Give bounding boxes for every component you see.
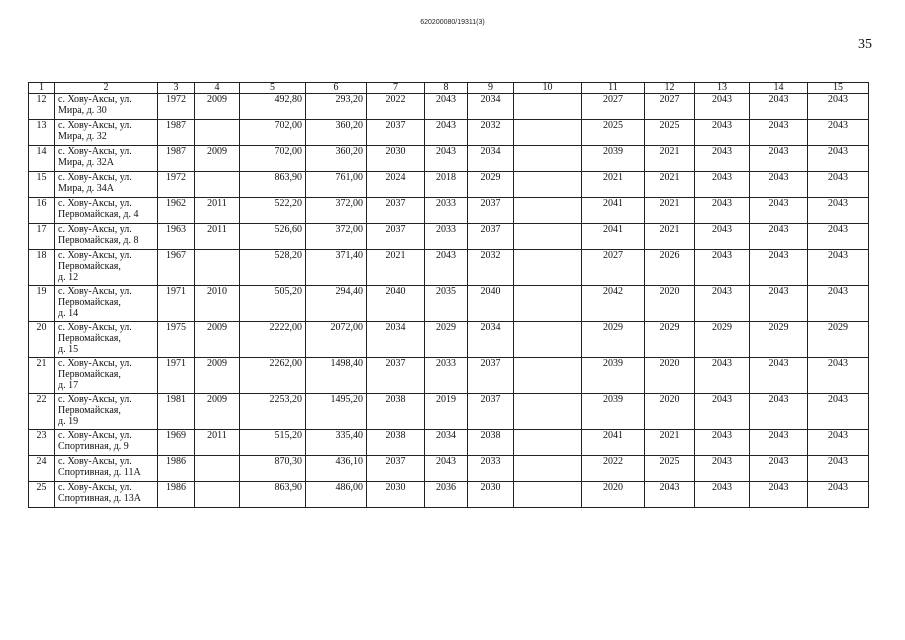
column-header-9: 9 [468, 83, 514, 94]
cell-c4: 2011 [195, 430, 240, 456]
cell-c8: 2029 [425, 322, 468, 358]
address-line: с. Хову-Аксы, ул. [58, 120, 132, 131]
cell-c9: 2034 [468, 94, 514, 120]
cell-c9: 2038 [468, 430, 514, 456]
cell-c4 [195, 120, 240, 146]
address-line: с. Хову-Аксы, ул. [58, 394, 132, 405]
address-cell [55, 172, 158, 198]
cell-c15: 2043 [808, 172, 869, 198]
cell-c12: 2020 [645, 286, 695, 322]
table-row [29, 172, 869, 198]
cell-c13: 2043 [695, 198, 750, 224]
address-line: Первомайская, [58, 297, 121, 308]
cell-c3: 1972 [158, 94, 195, 120]
header-row [29, 83, 869, 94]
cell-c5: 515,20 [240, 430, 306, 456]
address-cell [55, 358, 158, 394]
cell-c4: 2011 [195, 198, 240, 224]
cell-c12: 2026 [645, 250, 695, 286]
cell-c13: 2043 [695, 250, 750, 286]
cell-c10 [514, 358, 582, 394]
address-line: Первомайская, [58, 333, 121, 344]
cell-c14: 2043 [750, 250, 808, 286]
row-number: 15 [29, 172, 55, 198]
cell-c9: 2037 [468, 358, 514, 394]
cell-c11: 2029 [582, 322, 645, 358]
cell-c15: 2043 [808, 146, 869, 172]
cell-c8: 2033 [425, 198, 468, 224]
address-line: с. Хову-Аксы, ул. [58, 482, 132, 493]
cell-c14: 2043 [750, 94, 808, 120]
cell-c15: 2043 [808, 120, 869, 146]
cell-c11: 2039 [582, 358, 645, 394]
cell-c6: 335,40 [306, 430, 367, 456]
cell-c12: 2021 [645, 430, 695, 456]
cell-c3: 1981 [158, 394, 195, 430]
cell-c8: 2043 [425, 94, 468, 120]
cell-c5: 528,20 [240, 250, 306, 286]
cell-c3: 1969 [158, 430, 195, 456]
cell-c4 [195, 172, 240, 198]
cell-c12: 2029 [645, 322, 695, 358]
cell-c6: 293,20 [306, 94, 367, 120]
cell-c11: 2027 [582, 94, 645, 120]
row-number: 17 [29, 224, 55, 250]
cell-c9: 2030 [468, 482, 514, 508]
column-header-4: 4 [195, 83, 240, 94]
cell-c13: 2043 [695, 224, 750, 250]
cell-c14: 2043 [750, 224, 808, 250]
cell-c15: 2043 [808, 286, 869, 322]
cell-c12: 2020 [645, 358, 695, 394]
cell-c7: 2037 [367, 224, 425, 250]
cell-c12: 2020 [645, 394, 695, 430]
cell-c14: 2043 [750, 172, 808, 198]
column-header-2: 2 [55, 83, 158, 94]
address-cell [55, 198, 158, 224]
cell-c7: 2021 [367, 250, 425, 286]
cell-c7: 2037 [367, 120, 425, 146]
cell-c11: 2022 [582, 456, 645, 482]
cell-c12: 2021 [645, 198, 695, 224]
address-line: с. Хову-Аксы, ул. [58, 224, 132, 235]
cell-c12: 2025 [645, 120, 695, 146]
cell-c8: 2036 [425, 482, 468, 508]
cell-c7: 2037 [367, 358, 425, 394]
cell-c13: 2043 [695, 482, 750, 508]
address-line: Спортивная, д. 13А [58, 493, 142, 504]
cell-c8: 2033 [425, 358, 468, 394]
cell-c13: 2043 [695, 146, 750, 172]
cell-c13: 2043 [695, 394, 750, 430]
cell-c13: 2043 [695, 94, 750, 120]
address-line: Мира, д. 32А [58, 157, 114, 168]
table-row [29, 250, 869, 286]
cell-c10 [514, 394, 582, 430]
cell-c5: 2262,00 [240, 358, 306, 394]
cell-c3: 1967 [158, 250, 195, 286]
cell-c5: 2253,20 [240, 394, 306, 430]
cell-c9: 2032 [468, 120, 514, 146]
address-line: Первомайская, [58, 369, 121, 380]
cell-c12: 2021 [645, 172, 695, 198]
cell-c14: 2043 [750, 286, 808, 322]
column-header-5: 5 [240, 83, 306, 94]
cell-c11: 2041 [582, 198, 645, 224]
cell-c7: 2037 [367, 198, 425, 224]
table-row [29, 120, 869, 146]
cell-c3: 1972 [158, 172, 195, 198]
cell-c7: 2030 [367, 146, 425, 172]
cell-c15: 2043 [808, 358, 869, 394]
table-row [29, 358, 869, 394]
cell-c7: 2038 [367, 394, 425, 430]
cell-c10 [514, 198, 582, 224]
column-header-12: 12 [645, 83, 695, 94]
address-cell [55, 456, 158, 482]
cell-c4: 2010 [195, 286, 240, 322]
cell-c6: 1495,20 [306, 394, 367, 430]
cell-c6: 1498,40 [306, 358, 367, 394]
cell-c10 [514, 172, 582, 198]
address-line: д. 12 [58, 272, 79, 283]
cell-c9: 2029 [468, 172, 514, 198]
cell-c4: 2009 [195, 322, 240, 358]
table-row [29, 430, 869, 456]
address-cell [55, 322, 158, 358]
address-line: с. Хову-Аксы, ул. [58, 286, 132, 297]
table-row [29, 146, 869, 172]
row-number: 18 [29, 250, 55, 286]
cell-c5: 505,20 [240, 286, 306, 322]
column-header-10: 10 [514, 83, 582, 94]
cell-c8: 2043 [425, 146, 468, 172]
address-line: с. Хову-Аксы, ул. [58, 430, 132, 441]
cell-c4 [195, 456, 240, 482]
column-header-8: 8 [425, 83, 468, 94]
address-line: с. Хову-Аксы, ул. [58, 146, 132, 157]
cell-c5: 492,80 [240, 94, 306, 120]
cell-c7: 2034 [367, 322, 425, 358]
address-line: с. Хову-Аксы, ул. [58, 250, 132, 261]
cell-c6: 360,20 [306, 120, 367, 146]
cell-c4: 2009 [195, 358, 240, 394]
address-line: с. Хову-Аксы, ул. [58, 172, 132, 183]
cell-c9: 2037 [468, 198, 514, 224]
address-cell [55, 482, 158, 508]
cell-c13: 2043 [695, 358, 750, 394]
cell-c8: 2043 [425, 120, 468, 146]
row-number: 12 [29, 94, 55, 120]
address-line: д. 17 [58, 380, 79, 391]
address-line: Первомайская, [58, 405, 121, 416]
page-number: 35 [858, 37, 872, 52]
cell-c4: 2009 [195, 146, 240, 172]
cell-c10 [514, 250, 582, 286]
row-number: 20 [29, 322, 55, 358]
cell-c10 [514, 456, 582, 482]
cell-c13: 2043 [695, 456, 750, 482]
row-number: 21 [29, 358, 55, 394]
column-header-1: 1 [29, 83, 55, 94]
cell-c11: 2039 [582, 146, 645, 172]
address-line: с. Хову-Аксы, ул. [58, 198, 132, 209]
address-line: Первомайская, [58, 261, 121, 272]
cell-c15: 2043 [808, 198, 869, 224]
cell-c15: 2043 [808, 456, 869, 482]
column-header-13: 13 [695, 83, 750, 94]
cell-c11: 2027 [582, 250, 645, 286]
cell-c9: 2032 [468, 250, 514, 286]
cell-c13: 2043 [695, 120, 750, 146]
row-number: 25 [29, 482, 55, 508]
cell-c5: 526,60 [240, 224, 306, 250]
row-number: 23 [29, 430, 55, 456]
column-header-11: 11 [582, 83, 645, 94]
table-row [29, 322, 869, 358]
cell-c10 [514, 286, 582, 322]
cell-c6: 294,40 [306, 286, 367, 322]
cell-c12: 2043 [645, 482, 695, 508]
address-cell [55, 224, 158, 250]
document-id: 620200080/19311(3) [420, 19, 485, 26]
cell-c5: 863,90 [240, 482, 306, 508]
cell-c9: 2033 [468, 456, 514, 482]
column-header-6: 6 [306, 83, 367, 94]
column-header-14: 14 [750, 83, 808, 94]
cell-c3: 1987 [158, 120, 195, 146]
row-number: 22 [29, 394, 55, 430]
address-line: Спортивная, д. 9 [58, 441, 129, 452]
cell-c6: 486,00 [306, 482, 367, 508]
cell-c9: 2040 [468, 286, 514, 322]
address-cell [55, 146, 158, 172]
row-number: 19 [29, 286, 55, 322]
cell-c3: 1962 [158, 198, 195, 224]
cell-c6: 436,10 [306, 456, 367, 482]
cell-c12: 2021 [645, 146, 695, 172]
cell-c3: 1986 [158, 456, 195, 482]
cell-c10 [514, 430, 582, 456]
cell-c14: 2043 [750, 456, 808, 482]
cell-c13: 2029 [695, 322, 750, 358]
cell-c6: 761,00 [306, 172, 367, 198]
data-table [28, 82, 869, 508]
cell-c6: 371,40 [306, 250, 367, 286]
cell-c8: 2043 [425, 456, 468, 482]
address-line: д. 15 [58, 344, 79, 355]
cell-c7: 2040 [367, 286, 425, 322]
cell-c12: 2025 [645, 456, 695, 482]
cell-c15: 2043 [808, 224, 869, 250]
row-number: 16 [29, 198, 55, 224]
address-line: д. 19 [58, 416, 79, 427]
cell-c5: 2222,00 [240, 322, 306, 358]
cell-c8: 2035 [425, 286, 468, 322]
cell-c10 [514, 482, 582, 508]
cell-c5: 870,30 [240, 456, 306, 482]
cell-c3: 1986 [158, 482, 195, 508]
address-line: с. Хову-Аксы, ул. [58, 322, 132, 333]
cell-c10 [514, 94, 582, 120]
cell-c12: 2021 [645, 224, 695, 250]
address-cell [55, 430, 158, 456]
cell-c5: 702,00 [240, 120, 306, 146]
cell-c14: 2029 [750, 322, 808, 358]
cell-c4 [195, 250, 240, 286]
table-row [29, 198, 869, 224]
cell-c7: 2024 [367, 172, 425, 198]
cell-c3: 1975 [158, 322, 195, 358]
address-line: Первомайская, д. 8 [58, 235, 139, 246]
cell-c3: 1971 [158, 286, 195, 322]
table-row [29, 224, 869, 250]
cell-c13: 2043 [695, 172, 750, 198]
address-line: д. 14 [58, 308, 79, 319]
cell-c14: 2043 [750, 198, 808, 224]
cell-c8: 2019 [425, 394, 468, 430]
cell-c6: 372,00 [306, 198, 367, 224]
cell-c3: 1987 [158, 146, 195, 172]
address-line: Первомайская, д. 4 [58, 209, 139, 220]
address-cell [55, 94, 158, 120]
cell-c8: 2018 [425, 172, 468, 198]
cell-c7: 2038 [367, 430, 425, 456]
address-line: Спортивная, д. 11А [58, 467, 141, 478]
cell-c14: 2043 [750, 430, 808, 456]
address-cell [55, 286, 158, 322]
table-row [29, 286, 869, 322]
table-row [29, 456, 869, 482]
cell-c5: 522,20 [240, 198, 306, 224]
cell-c3: 1963 [158, 224, 195, 250]
cell-c15: 2043 [808, 430, 869, 456]
cell-c4: 2009 [195, 394, 240, 430]
cell-c9: 2037 [468, 394, 514, 430]
cell-c9: 2037 [468, 224, 514, 250]
cell-c8: 2043 [425, 250, 468, 286]
cell-c12: 2027 [645, 94, 695, 120]
cell-c6: 360,20 [306, 146, 367, 172]
cell-c14: 2043 [750, 482, 808, 508]
cell-c14: 2043 [750, 120, 808, 146]
cell-c3: 1971 [158, 358, 195, 394]
column-header-7: 7 [367, 83, 425, 94]
cell-c7: 2030 [367, 482, 425, 508]
cell-c9: 2034 [468, 146, 514, 172]
address-line: Мира, д. 34А [58, 183, 114, 194]
cell-c5: 702,00 [240, 146, 306, 172]
address-line: Мира, д. 32 [58, 131, 107, 142]
cell-c11: 2021 [582, 172, 645, 198]
cell-c4 [195, 482, 240, 508]
cell-c10 [514, 120, 582, 146]
address-cell [55, 394, 158, 430]
cell-c14: 2043 [750, 394, 808, 430]
cell-c10 [514, 224, 582, 250]
cell-c15: 2043 [808, 482, 869, 508]
cell-c10 [514, 146, 582, 172]
row-number: 24 [29, 456, 55, 482]
cell-c8: 2034 [425, 430, 468, 456]
column-header-15: 15 [808, 83, 869, 94]
cell-c15: 2043 [808, 394, 869, 430]
address-line: Мира, д. 30 [58, 105, 107, 116]
cell-c11: 2041 [582, 224, 645, 250]
cell-c9: 2034 [468, 322, 514, 358]
cell-c11: 2042 [582, 286, 645, 322]
cell-c14: 2043 [750, 146, 808, 172]
address-line: с. Хову-Аксы, ул. [58, 94, 132, 105]
cell-c8: 2033 [425, 224, 468, 250]
table-row [29, 394, 869, 430]
cell-c11: 2041 [582, 430, 645, 456]
address-cell [55, 250, 158, 286]
cell-c6: 2072,00 [306, 322, 367, 358]
cell-c5: 863,90 [240, 172, 306, 198]
cell-c11: 2025 [582, 120, 645, 146]
cell-c4: 2011 [195, 224, 240, 250]
table-row [29, 94, 869, 120]
cell-c6: 372,00 [306, 224, 367, 250]
cell-c13: 2043 [695, 430, 750, 456]
cell-c7: 2022 [367, 94, 425, 120]
cell-c10 [514, 322, 582, 358]
table-row [29, 482, 869, 508]
row-number: 13 [29, 120, 55, 146]
cell-c11: 2039 [582, 394, 645, 430]
cell-c15: 2029 [808, 322, 869, 358]
cell-c13: 2043 [695, 286, 750, 322]
address-line: с. Хову-Аксы, ул. [58, 456, 132, 467]
column-header-3: 3 [158, 83, 195, 94]
cell-c11: 2020 [582, 482, 645, 508]
cell-c14: 2043 [750, 358, 808, 394]
cell-c4: 2009 [195, 94, 240, 120]
cell-c15: 2043 [808, 94, 869, 120]
row-number: 14 [29, 146, 55, 172]
address-line: с. Хову-Аксы, ул. [58, 358, 132, 369]
cell-c7: 2037 [367, 456, 425, 482]
address-cell [55, 120, 158, 146]
cell-c15: 2043 [808, 250, 869, 286]
